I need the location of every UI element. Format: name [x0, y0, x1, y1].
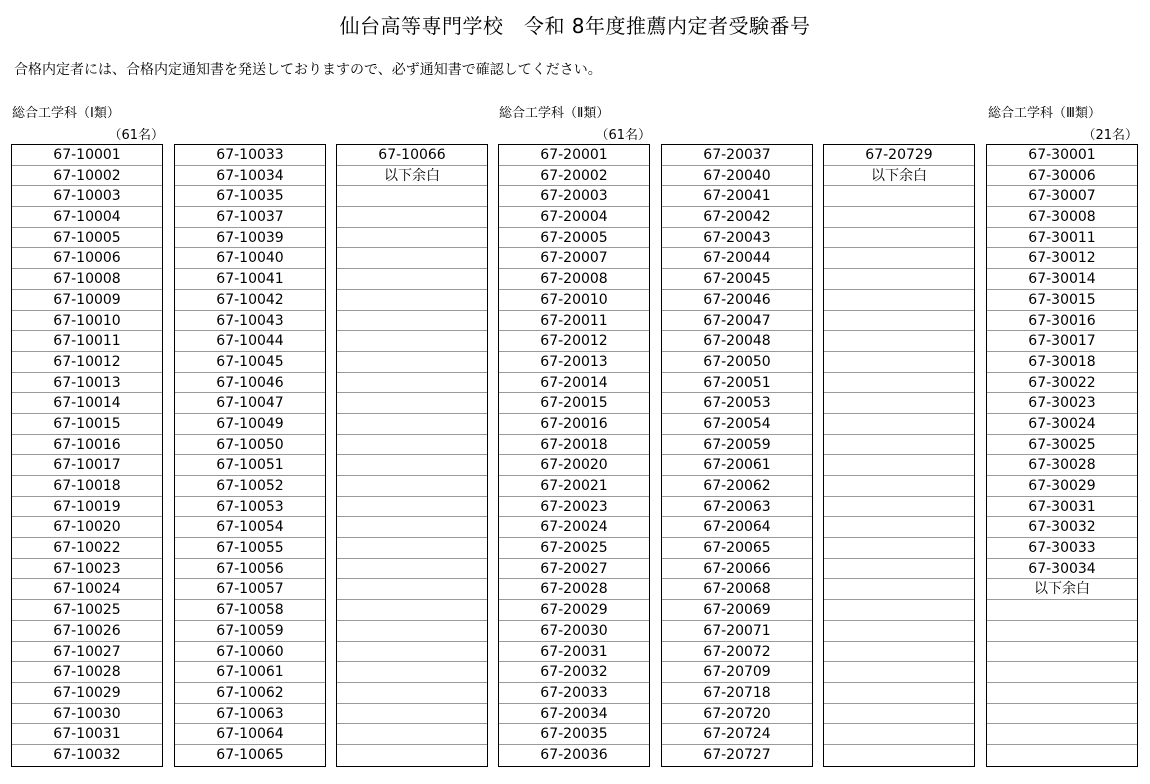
number-cell: 67-30018 — [987, 352, 1137, 373]
number-column-2 — [174, 144, 326, 767]
number-cell: 67-10011 — [12, 331, 162, 352]
number-cell — [987, 704, 1137, 725]
page-title: 仙台高等専門学校 令和 8年度推薦内定者受験番号 — [339, 14, 811, 38]
number-cell — [987, 621, 1137, 642]
number-cell: 67-20053 — [662, 393, 812, 414]
number-cell — [337, 435, 487, 456]
number-cell: 67-30028 — [987, 455, 1137, 476]
number-cell — [824, 497, 974, 518]
number-cell: 67-20034 — [499, 704, 649, 725]
number-cell — [824, 621, 974, 642]
number-cell: 67-10009 — [12, 290, 162, 311]
number-cell — [824, 683, 974, 704]
number-cell: 67-10043 — [175, 311, 325, 332]
number-cell: 67-10023 — [12, 559, 162, 580]
number-cell: 67-20050 — [662, 352, 812, 373]
number-cell: 67-20054 — [662, 414, 812, 435]
number-cell: 67-10004 — [12, 207, 162, 228]
number-cell: 67-20041 — [662, 186, 812, 207]
number-cell — [337, 559, 487, 580]
number-cell — [337, 621, 487, 642]
number-cell — [337, 373, 487, 394]
number-cell: 67-10002 — [12, 166, 162, 187]
number-cell: 67-10016 — [12, 435, 162, 456]
number-cell — [824, 269, 974, 290]
number-cell: 67-20020 — [499, 455, 649, 476]
number-cell — [337, 352, 487, 373]
number-cell: 67-20025 — [499, 538, 649, 559]
number-cell: 67-20065 — [662, 538, 812, 559]
number-cell — [824, 704, 974, 725]
number-cell: 67-20718 — [662, 683, 812, 704]
number-cell: 67-30007 — [987, 186, 1137, 207]
number-cell: 67-10049 — [175, 414, 325, 435]
number-cell: 67-30001 — [987, 145, 1137, 166]
number-cell: 67-10041 — [175, 269, 325, 290]
number-cell: 67-20004 — [499, 207, 649, 228]
number-cell — [824, 435, 974, 456]
number-cell — [824, 517, 974, 538]
number-cell: 67-20061 — [662, 455, 812, 476]
number-cell: 67-20068 — [662, 579, 812, 600]
number-cell: 67-20018 — [499, 435, 649, 456]
number-cell: 67-20029 — [499, 600, 649, 621]
number-column-1 — [11, 144, 163, 767]
number-cell: 67-30034 — [987, 559, 1137, 580]
number-cell — [824, 290, 974, 311]
number-cell: 67-10012 — [12, 352, 162, 373]
number-cell: 67-20724 — [662, 724, 812, 745]
number-cell — [824, 186, 974, 207]
number-cell — [337, 311, 487, 332]
number-column-5 — [661, 144, 813, 767]
number-cell: 67-10031 — [12, 724, 162, 745]
number-cell: 67-20036 — [540, 746, 608, 763]
group-label-1: 総合工学科（Ⅰ類） — [12, 106, 120, 121]
number-cell — [824, 331, 974, 352]
number-cell — [337, 290, 487, 311]
number-cell — [824, 662, 974, 683]
number-cell — [987, 745, 1137, 766]
number-cell: 67-10020 — [12, 517, 162, 538]
number-cell — [824, 642, 974, 663]
number-cell: 67-20043 — [662, 228, 812, 249]
number-column-7 — [986, 144, 1138, 767]
number-cell: 67-10006 — [12, 248, 162, 269]
number-cell: 67-20010 — [499, 290, 649, 311]
number-cell: 67-20037 — [662, 145, 812, 166]
number-cell: 67-20042 — [662, 207, 812, 228]
number-cell — [337, 600, 487, 621]
group-label-3: 総合工学科（Ⅲ類） — [988, 106, 1101, 121]
number-cell: 67-30011 — [987, 228, 1137, 249]
number-cell — [824, 559, 974, 580]
number-cell: 以下余白 — [824, 166, 974, 187]
number-cell: 67-20005 — [499, 228, 649, 249]
number-cell — [824, 248, 974, 269]
number-cell: 67-20008 — [499, 269, 649, 290]
number-cell: 67-10044 — [175, 331, 325, 352]
number-cell: 67-10063 — [175, 704, 325, 725]
number-cell: 67-10017 — [12, 455, 162, 476]
number-cell — [824, 311, 974, 332]
number-cell: 67-10045 — [175, 352, 325, 373]
number-cell — [824, 579, 974, 600]
number-cell: 67-20007 — [499, 248, 649, 269]
number-cell: 67-10005 — [12, 228, 162, 249]
number-cell: 67-20011 — [499, 311, 649, 332]
number-cell — [824, 414, 974, 435]
number-cell: 67-10062 — [175, 683, 325, 704]
number-cell: 67-20727 — [703, 746, 771, 763]
number-column-3 — [336, 144, 488, 767]
number-cell: 67-10034 — [175, 166, 325, 187]
number-cell: 67-10022 — [12, 538, 162, 559]
number-cell — [337, 642, 487, 663]
number-cell: 67-10060 — [175, 642, 325, 663]
number-cell: 67-20059 — [662, 435, 812, 456]
number-cell — [337, 579, 487, 600]
number-cell: 67-20002 — [499, 166, 649, 187]
number-cell: 67-30032 — [987, 517, 1137, 538]
number-cell — [824, 455, 974, 476]
number-cell: 67-10035 — [175, 186, 325, 207]
number-cell: 67-20024 — [499, 517, 649, 538]
number-cell — [337, 517, 487, 538]
number-cell: 67-30024 — [987, 414, 1137, 435]
number-cell — [824, 476, 974, 497]
number-cell — [337, 331, 487, 352]
number-cell: 67-10055 — [175, 538, 325, 559]
number-cell: 67-10057 — [175, 579, 325, 600]
number-cell: 67-20048 — [662, 331, 812, 352]
number-cell — [824, 538, 974, 559]
number-cell: 67-20063 — [662, 497, 812, 518]
number-cell — [337, 745, 487, 766]
number-cell — [824, 373, 974, 394]
number-cell — [337, 662, 487, 683]
number-cell: 67-20033 — [499, 683, 649, 704]
number-cell: 67-20062 — [662, 476, 812, 497]
number-cell: 67-10050 — [175, 435, 325, 456]
number-cell: 以下余白 — [337, 166, 487, 187]
number-cell: 67-10026 — [12, 621, 162, 642]
number-cell: 67-10018 — [12, 476, 162, 497]
number-cell: 67-20013 — [499, 352, 649, 373]
number-cell — [987, 662, 1137, 683]
group-count-1: （61名） — [108, 128, 164, 143]
number-cell: 67-10056 — [175, 559, 325, 580]
number-cell: 67-10033 — [175, 145, 325, 166]
number-cell — [337, 476, 487, 497]
number-cell: 67-10047 — [175, 393, 325, 414]
number-cell: 67-10066 — [337, 145, 487, 166]
number-cell — [824, 352, 974, 373]
number-cell: 67-10030 — [12, 704, 162, 725]
number-column-6 — [823, 144, 975, 767]
number-cell: 67-20027 — [499, 559, 649, 580]
number-cell: 67-20031 — [499, 642, 649, 663]
number-cell: 67-20709 — [662, 662, 812, 683]
number-cell: 67-10064 — [175, 724, 325, 745]
number-cell: 67-10032 — [53, 746, 121, 763]
group-count-2: （61名） — [595, 128, 651, 143]
number-cell: 67-10003 — [12, 186, 162, 207]
number-cell: 67-10065 — [216, 746, 284, 763]
number-cell: 67-20016 — [499, 414, 649, 435]
number-cell: 67-10059 — [175, 621, 325, 642]
number-cell — [987, 683, 1137, 704]
number-cell: 67-10027 — [12, 642, 162, 663]
number-cell: 67-10051 — [175, 455, 325, 476]
number-cell: 67-20001 — [499, 145, 649, 166]
number-cell: 67-10058 — [175, 600, 325, 621]
number-cell — [337, 269, 487, 290]
number-cell — [337, 683, 487, 704]
number-cell: 67-20064 — [662, 517, 812, 538]
number-cell: 67-20072 — [662, 642, 812, 663]
number-cell: 67-30008 — [987, 207, 1137, 228]
number-cell — [337, 393, 487, 414]
number-cell: 67-20040 — [662, 166, 812, 187]
number-cell: 67-20047 — [662, 311, 812, 332]
number-cell: 67-20032 — [499, 662, 649, 683]
number-cell: 67-10029 — [12, 683, 162, 704]
number-cell: 67-10010 — [12, 311, 162, 332]
number-cell: 67-30014 — [987, 269, 1137, 290]
number-cell: 67-10028 — [12, 662, 162, 683]
number-cell: 67-30016 — [987, 311, 1137, 332]
number-cell: 67-20729 — [824, 145, 974, 166]
number-cell: 67-20045 — [662, 269, 812, 290]
number-cell: 67-10061 — [175, 662, 325, 683]
number-cell — [824, 228, 974, 249]
number-cell: 67-30029 — [987, 476, 1137, 497]
number-cell: 67-10040 — [175, 248, 325, 269]
number-cell: 67-30006 — [987, 166, 1137, 187]
number-cell — [337, 497, 487, 518]
number-cell: 67-30025 — [987, 435, 1137, 456]
number-cell: 67-20014 — [499, 373, 649, 394]
number-cell: 67-20044 — [662, 248, 812, 269]
number-cell — [337, 538, 487, 559]
number-cell: 67-10001 — [12, 145, 162, 166]
number-cell: 67-20003 — [499, 186, 649, 207]
number-cell: 67-10053 — [175, 497, 325, 518]
number-cell: 67-20012 — [499, 331, 649, 352]
number-cell — [824, 724, 974, 745]
number-cell: 以下余白 — [987, 579, 1137, 600]
number-cell: 67-30022 — [987, 373, 1137, 394]
number-cell — [337, 186, 487, 207]
number-cell: 67-10054 — [175, 517, 325, 538]
number-cell — [824, 393, 974, 414]
group-count-3: （21名） — [1082, 128, 1138, 143]
number-cell: 67-20051 — [662, 373, 812, 394]
number-cell: 67-30017 — [987, 331, 1137, 352]
number-cell — [337, 248, 487, 269]
number-cell — [337, 724, 487, 745]
number-cell: 67-10042 — [175, 290, 325, 311]
number-cell: 67-10025 — [12, 600, 162, 621]
number-cell — [824, 600, 974, 621]
number-cell: 67-10024 — [12, 579, 162, 600]
number-cell: 67-10015 — [12, 414, 162, 435]
notice-text: 合格内定者には、合格内定通知書を発送しておりますので、必ず通知書で確認してください。 — [14, 62, 602, 78]
number-cell: 67-20046 — [662, 290, 812, 311]
number-cell: 67-20071 — [662, 621, 812, 642]
number-cell: 67-30023 — [987, 393, 1137, 414]
number-cell — [987, 724, 1137, 745]
number-cell — [337, 414, 487, 435]
number-cell — [337, 207, 487, 228]
number-cell: 67-10008 — [12, 269, 162, 290]
number-cell: 67-20015 — [499, 393, 649, 414]
number-cell: 67-20030 — [499, 621, 649, 642]
number-cell — [824, 745, 974, 766]
number-cell — [337, 228, 487, 249]
number-cell: 67-10019 — [12, 497, 162, 518]
number-cell: 67-10046 — [175, 373, 325, 394]
number-cell — [824, 207, 974, 228]
number-cell: 67-10037 — [175, 207, 325, 228]
number-cell — [337, 704, 487, 725]
group-label-2: 総合工学科（Ⅱ類） — [499, 106, 610, 121]
number-cell: 67-10039 — [175, 228, 325, 249]
number-cell: 67-10052 — [175, 476, 325, 497]
number-cell: 67-20035 — [499, 724, 649, 745]
number-cell: 67-20021 — [499, 476, 649, 497]
number-cell — [337, 455, 487, 476]
number-cell: 67-10014 — [12, 393, 162, 414]
number-cell: 67-20023 — [499, 497, 649, 518]
number-cell — [987, 642, 1137, 663]
number-cell: 67-30012 — [987, 248, 1137, 269]
number-column-4 — [498, 144, 650, 767]
number-cell: 67-20028 — [499, 579, 649, 600]
number-cell: 67-30033 — [987, 538, 1137, 559]
number-cell — [987, 600, 1137, 621]
number-cell: 67-20066 — [662, 559, 812, 580]
number-cell: 67-20720 — [662, 704, 812, 725]
number-cell: 67-20069 — [662, 600, 812, 621]
number-cell: 67-30031 — [987, 497, 1137, 518]
number-cell: 67-30015 — [987, 290, 1137, 311]
number-cell: 67-10013 — [12, 373, 162, 394]
